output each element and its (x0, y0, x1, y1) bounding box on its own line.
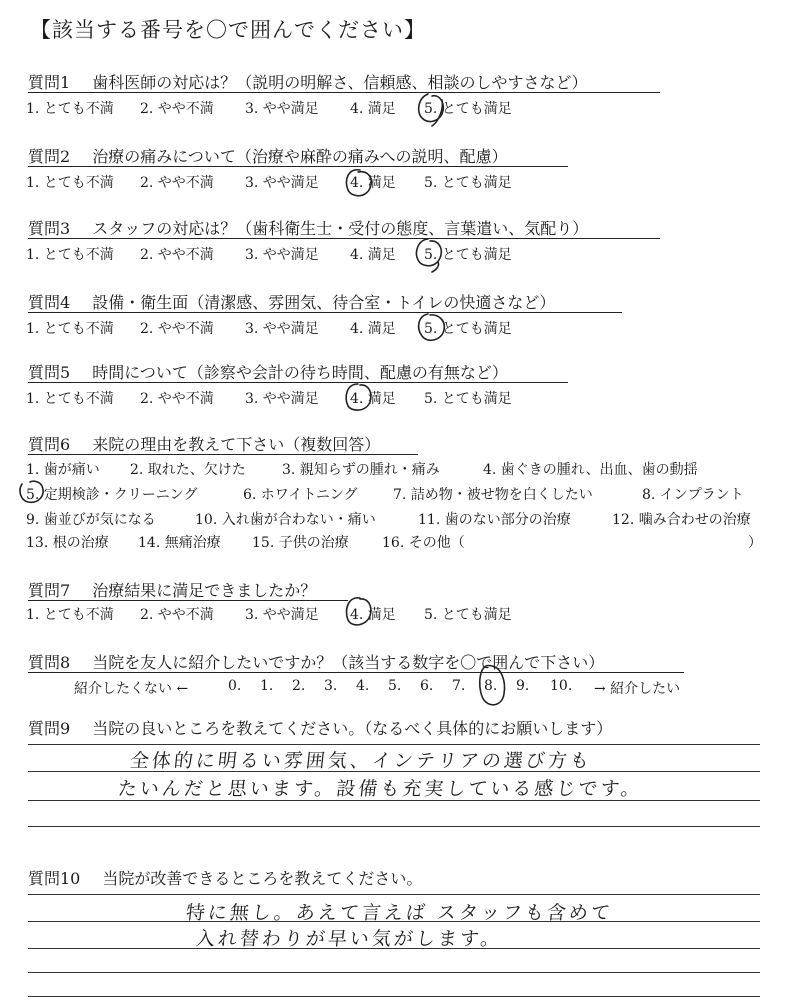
option-3[interactable]: 3. やや満足 (245, 247, 319, 263)
question-number: 質問4 (28, 293, 71, 312)
question-3-title (28, 216, 588, 239)
reason-option[interactable]: 11. 歯のない部分の治療 (418, 512, 571, 528)
option-5[interactable]: 5. とても満足 (424, 607, 512, 623)
option-4[interactable]: 4. 満足 (350, 247, 396, 263)
reason-option[interactable]: 7. 詰め物・被せ物を白くしたい (393, 487, 593, 503)
title-underline (28, 238, 660, 239)
reason-option[interactable]: 4. 歯ぐきの腫れ、出血、歯の動揺 (483, 462, 698, 478)
scale-number[interactable]: 5. (388, 678, 402, 694)
reason-option[interactable]: 15. 子供の治療 (252, 535, 349, 551)
option-4[interactable]: 4. 満足 (350, 175, 396, 191)
q9-handwritten-answer-line-2[interactable]: たいんだと思います。設備も充実している感じです。 (116, 778, 644, 800)
option-1[interactable]: 1. とても不満 (26, 247, 114, 263)
reason-option-other[interactable]: 16. その他（ (382, 535, 465, 551)
scale-number[interactable]: 2. (292, 678, 306, 694)
question-number: 質問6 (28, 435, 71, 454)
question-10-title (28, 866, 422, 889)
option-2[interactable]: 2. やや不満 (140, 247, 214, 263)
title-underline (28, 92, 660, 93)
question-text: 当院の良いところを教えてください。（なるべく具体的にお願いします） (92, 719, 613, 738)
title-underline (28, 600, 348, 601)
title-underline (28, 672, 684, 673)
reason-option[interactable]: 12. 噛み合わせの治療 (612, 512, 751, 528)
answer-circle-mark (414, 310, 454, 346)
option-1[interactable]: 1. とても不満 (26, 607, 114, 623)
option-1[interactable]: 1. とても不満 (26, 391, 114, 407)
question-number: 質問7 (28, 581, 71, 600)
question-2-title (28, 144, 508, 167)
answer-circle-mark (412, 236, 450, 276)
question-text: 当院が改善できるところを教えてください。 (102, 869, 423, 888)
option-5[interactable]: 5. とても満足 (424, 247, 512, 263)
question-text: 設備・衛生面（清潔感、雰囲気、待合室・トイレの快適さなど） (92, 293, 556, 312)
option-5[interactable]: 5. とても満足 (424, 175, 512, 191)
reason-option[interactable]: 5. 定期検診・クリーニング (26, 487, 198, 503)
answer-circle-mark (414, 90, 454, 130)
question-9-title (28, 716, 612, 739)
question-text: 治療結果に満足できましたか？ (92, 581, 317, 600)
answer-line (28, 921, 760, 922)
option-3[interactable]: 3. やや満足 (245, 391, 319, 407)
scale-number[interactable]: 8. (484, 678, 498, 694)
scale-number[interactable]: 10. (550, 678, 573, 694)
scale-number[interactable]: 4. (356, 678, 370, 694)
question-text: 来院の理由を教えて下さい（複数回答） (92, 435, 381, 454)
question-1-title (28, 70, 588, 93)
question-text: スタッフの対応は？（歯科衛生士・受付の態度、言葉遣い、気配り） (92, 219, 589, 238)
option-2[interactable]: 2. やや不満 (140, 607, 214, 623)
question-text: 時間について（診察や会計の待ち時間、配慮の有無など） (92, 363, 508, 382)
scale-number[interactable]: 7. (452, 678, 466, 694)
reason-option[interactable]: 6. ホワイトニング (243, 487, 358, 503)
answer-line (28, 996, 760, 997)
question-number: 質問2 (28, 147, 71, 166)
scale-number[interactable]: 9. (516, 678, 530, 694)
question-number: 質問10 (28, 869, 81, 888)
question-number: 質問3 (28, 219, 71, 238)
option-4[interactable]: 4. 満足 (350, 391, 396, 407)
title-underline (28, 454, 418, 455)
answer-circle-mark (16, 478, 50, 508)
option-3[interactable]: 3. やや満足 (245, 321, 319, 337)
title-underline (28, 166, 568, 167)
answer-circle-mark (340, 380, 380, 416)
answer-line (28, 771, 760, 772)
reason-option[interactable]: 8. インプラント (642, 487, 744, 503)
scale-number[interactable]: 3. (324, 678, 338, 694)
answer-line (28, 948, 760, 949)
scale-left-label: 紹介したくない ← (74, 681, 189, 697)
other-close-paren: ） (748, 535, 762, 551)
option-4[interactable]: 4. 満足 (350, 101, 396, 117)
answer-line (28, 744, 760, 745)
reason-option[interactable]: 13. 根の治療 (26, 535, 109, 551)
scale-number[interactable]: 1. (260, 678, 274, 694)
reason-option[interactable]: 3. 親知らずの腫れ・痛み (282, 462, 440, 478)
question-number: 質問5 (28, 363, 71, 382)
answer-line (28, 972, 760, 973)
option-3[interactable]: 3. やや満足 (245, 607, 319, 623)
reason-option[interactable]: 1. 歯が痛い (26, 462, 100, 478)
option-3[interactable]: 3. やや満足 (245, 101, 319, 117)
answer-line (28, 894, 760, 895)
question-6-title (28, 432, 380, 455)
question-8-title (28, 650, 604, 673)
reason-option[interactable]: 9. 歯並びが気になる (26, 512, 156, 528)
q9-handwritten-answer-line-1[interactable]: 全体的に明るい雰囲気、インテリアの選び方も (128, 750, 594, 772)
question-number: 質問1 (28, 73, 71, 92)
option-5[interactable]: 5. とても満足 (424, 321, 512, 337)
option-2[interactable]: 2. やや不満 (140, 175, 214, 191)
q10-handwritten-answer-line-2[interactable]: 入れ替わりが早い気がします。 (194, 928, 504, 950)
option-2[interactable]: 2. やや不満 (140, 321, 214, 337)
scale-number[interactable]: 6. (420, 678, 434, 694)
question-text: 治療の痛みについて（治療や麻酔の痛みへの説明、配慮） (92, 147, 508, 166)
reason-option[interactable]: 10. 入れ歯が合わない・痛い (195, 512, 376, 528)
option-3[interactable]: 3. やや満足 (245, 175, 319, 191)
reason-option[interactable]: 14. 無痛治療 (138, 535, 221, 551)
option-2[interactable]: 2. やや不満 (140, 391, 214, 407)
scale-number[interactable]: 0. (228, 678, 242, 694)
reason-option[interactable]: 2. 取れた、欠けた (130, 462, 246, 478)
answer-circle-mark (340, 166, 380, 200)
answer-circle-mark (476, 662, 510, 712)
option-5[interactable]: 5. とても満足 (424, 101, 512, 117)
form-instruction-heading: 【該当する番号を〇で囲んでください】 (30, 18, 426, 42)
option-4[interactable]: 4. 満足 (350, 607, 396, 623)
option-1[interactable]: 1. とても不満 (26, 101, 114, 117)
q10-handwritten-answer-line-1[interactable]: 特に無し。あえて言えば スタッフも含めて (184, 902, 615, 924)
option-1[interactable]: 1. とても不満 (26, 321, 114, 337)
question-5-title (28, 360, 508, 383)
option-5[interactable]: 5. とても満足 (424, 391, 512, 407)
question-7-title (28, 578, 316, 601)
option-2[interactable]: 2. やや不満 (140, 101, 214, 117)
question-number: 質問8 (28, 653, 71, 672)
option-1[interactable]: 1. とても不満 (26, 175, 114, 191)
question-text: 当院を友人に紹介したいですか？（該当する数字を〇で囲んで下さい） (92, 653, 605, 672)
answer-circle-mark (340, 594, 380, 632)
question-number: 質問9 (28, 719, 71, 738)
question-text: 歯科医師の対応は？（説明の明解さ、信頼感、相談のしやすさなど） (92, 73, 588, 92)
question-4-title (28, 290, 555, 313)
answer-line (28, 826, 760, 827)
option-4[interactable]: 4. 満足 (350, 321, 396, 337)
title-underline (28, 382, 568, 383)
title-underline (28, 312, 622, 313)
scale-right-label: → 紹介したい (594, 681, 681, 697)
answer-line (28, 800, 760, 801)
